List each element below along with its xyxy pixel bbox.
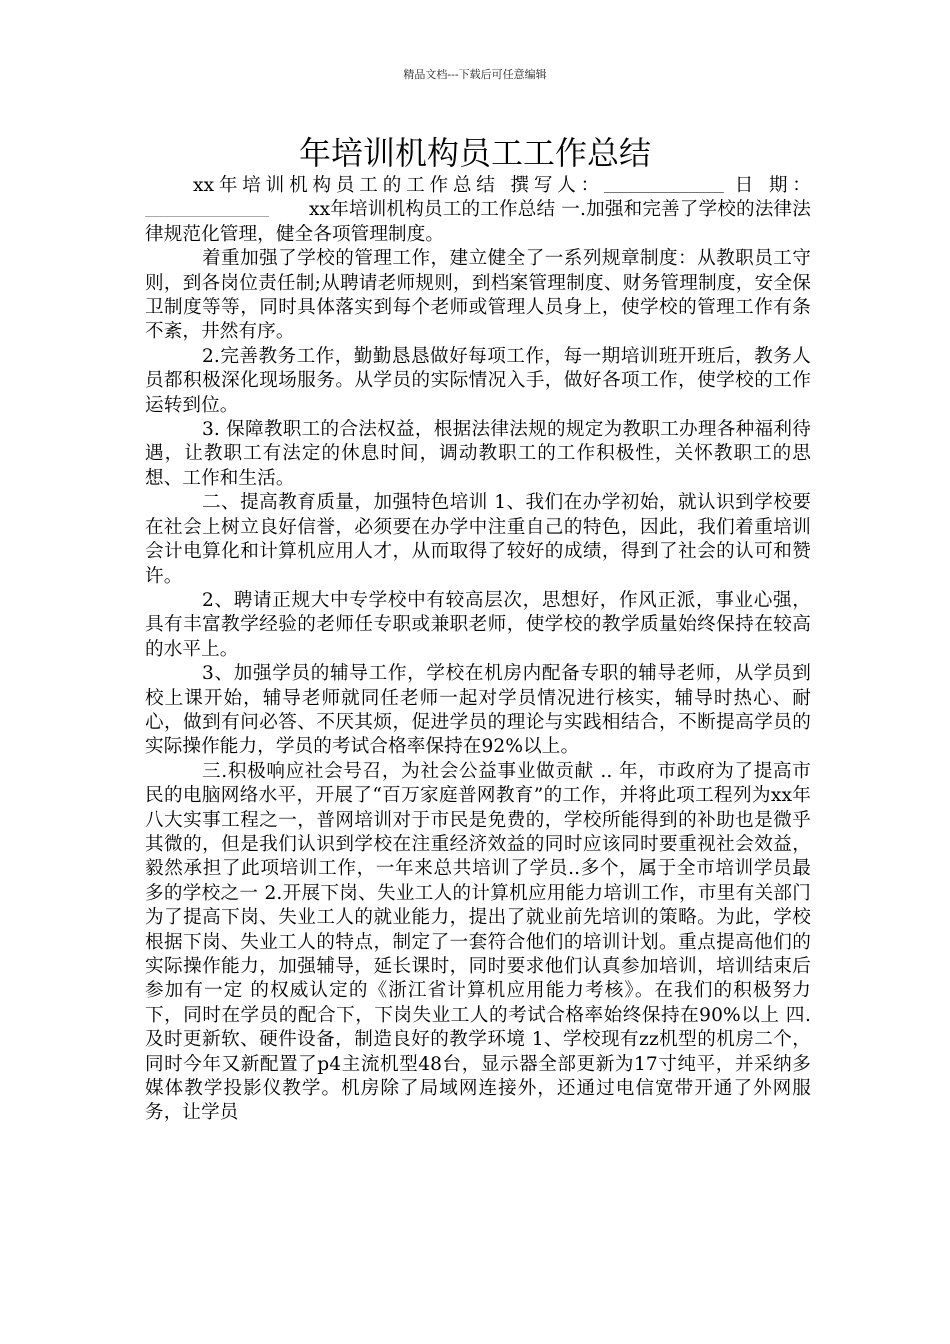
- intro-text-2: xx年培训机构员工的工作总结 一.加强和完善了学校的法律法律规范化管理，健全各项管理制度。: [145, 199, 811, 245]
- date-label: 日 期：: [724, 175, 811, 196]
- document-title: 年培训机构员工工作总结: [298, 134, 651, 172]
- paragraph: 3、加强学员的辅导工作，学校在机房内配备专职的辅导老师，从学员到校上课开始，辅导老师就同任老师一起对学员情况进行核实，辅导时热心、耐心，做到有问必答、不厌其烦，促进学员的理论与实践相结合，不断提高学员的实际操作能力，学员的考试合格率保持在92%以上。: [145, 663, 811, 758]
- author-blank: [604, 174, 724, 193]
- paragraph: 2、聘请正规大中专学校中有较高层次，思想好，作风正派，事业心强，具有丰富教学经验的老师任专职或兼职老师，使学校的教学质量始终保持在较高的水平上。: [145, 589, 811, 660]
- intro-paragraph: [145, 174, 811, 247]
- header-note: 精品文档---下载后可任意编辑: [403, 68, 547, 81]
- paragraph: 着重加强了学校的管理工作，建立健全了一系列规章制度：从教职员工守则，到各岗位责任制;从聘请老师规则，到档案管理制度、财务管理制度，安全保卫制度等等，同时具体落实到每个老师或管理人员身上，使学校的管理工作有条不紊，井然有序。: [145, 248, 811, 343]
- paragraph: 三.积极响应社会号召，为社会公益事业做贡献 .. 年，市政府为了提高市民的电脑网络水平，开展了“百万家庭普网教育”的工作，并将此项工程列为xx年八大实事工程之一，普网培训对于市民是免费的，学校所能得到的补助也是微乎其微的，但是我们认识到学校在注重经济效益的同时应该同时要重视社会效益，毅然承担了此项培训工作，一年来总共培训了学员..多个，属于全市培训学员最多的学校之一 2.开展下岗、失业工人的计算机应用能力培训工作，市里有关部门为了提高下岗、失业工人的就业能力，提出了就业前先培训的策略。为此，学校根据下岗、失业工人的特点，制定了一套符合他们的培训计划。重点提高他们的实际操作能力，加强辅导，延长课时，同时要求他们认真参加培训，培训结束后参加有一定 的权威认定的《浙江省计算机应用能力考核》。在我们的积极努力下，同时在学员的配合下，下岗失业工人的考试合格率始终保持在90%以上 四.及时更新软、硬件设备，制造良好的教学环境 1、学校现有zz机型的机房二个，同时今年又新配置了p4主流机型48台，显示器全部更新为17寸纯平，并采纳多媒体教学投影仪教学。机房除了局域网连接外，还通过电信宽带开通了外网服务，让学员: [145, 760, 811, 1124]
- intro-text-1: xx年培训机构员工的工作总结 撰写人：: [193, 175, 605, 196]
- document-body: [145, 174, 811, 1126]
- date-blank: [145, 198, 269, 217]
- paragraph: 3. 保障教职工的合法权益，根据法律法规的规定为教职工办理各种福利待遇，让教职工有法定的休息时间，调动教职工的工作积极性，关怀教职工的思想、工作和生活。: [145, 419, 811, 489]
- paragraph: 2.完善教务工作，勤勤恳恳做好每项工作，每一期培训班开班后，教务人员都积极深化现场服务。从学员的实际情况入手，做好各项工作，使学校的工作运转到位。: [145, 345, 811, 416]
- paragraph: 二、提高教育质量，加强特色培训 1、我们在办学初始，就认识到学校要在社会上树立良好信誉，必须要在办学中注重自己的特色，因此，我们着重培训会计电算化和计算机应用人才，从而取得了较好的成绩，得到了社会的认可和赞许。: [145, 492, 811, 587]
